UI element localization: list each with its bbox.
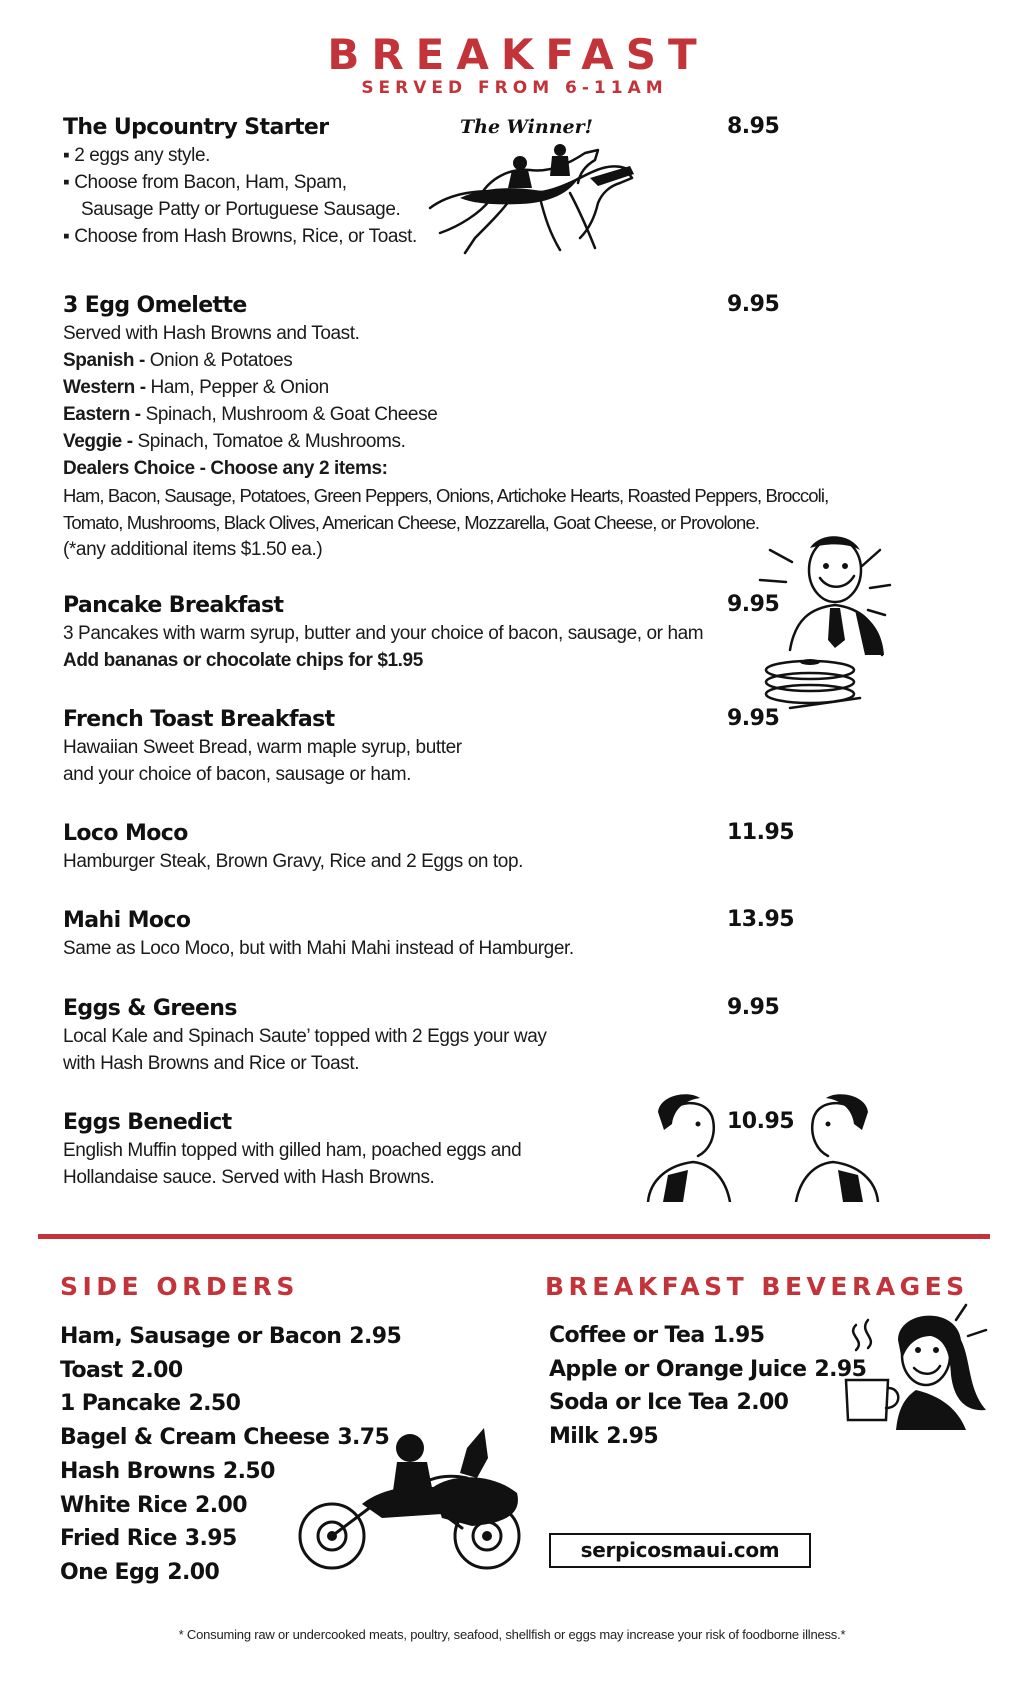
item-price: 2.50 [188, 1391, 241, 1417]
item-price: 9.95 [727, 592, 780, 617]
variant-text: Spinach, Mushroom & Goat Cheese [140, 404, 438, 425]
item-name: Milk [549, 1424, 599, 1450]
menu-item-loco-moco [63, 820, 963, 875]
item-name: Mahi Moco [63, 908, 191, 933]
item-desc-line: 3 Pancakes with warm syrup, butter and your choice of bacon, sausage, or ham [63, 623, 704, 644]
variant-text: Spinach, Tomatoe & Mushrooms. [132, 431, 406, 452]
list-item [549, 1319, 866, 1353]
omelette-dealers-choice: Dealers Choice - Choose any 2 items: [63, 458, 388, 479]
item-price: 2.00 [167, 1559, 220, 1585]
item-price: 13.95 [727, 907, 795, 932]
item-name: 3 Egg Omelette [63, 293, 247, 318]
item-desc-line: (*any additional items $1.50 ea.) [63, 539, 323, 560]
item-desc-line: ▪ 2 eggs any style. [63, 145, 210, 166]
item-name: Loco Moco [63, 821, 188, 846]
list-item [549, 1420, 866, 1454]
horses-caption: The Winner! [460, 116, 593, 138]
item-price: 1.95 [712, 1323, 765, 1348]
item-desc-line: English Muffin topped with gilled ham, poached eggs and [63, 1140, 522, 1161]
item-desc-line: with Hash Browns and Rice or Toast. [63, 1053, 360, 1074]
menu-item-upcountry-starter [63, 114, 963, 250]
item-price: 2.95 [814, 1356, 867, 1382]
list-item [549, 1353, 866, 1387]
website-link[interactable]: serpicosmaui.com [549, 1533, 811, 1568]
menu-item-french-toast [63, 706, 963, 788]
item-name: White Rice [60, 1492, 188, 1518]
variant-label: Western - [63, 377, 146, 398]
item-price: 10.95 [727, 1109, 795, 1134]
item-desc-line: Tomato, Mushrooms, Black Olives, American Cheese, Mozzarella, Goat Cheese, or Provolone. [63, 512, 760, 533]
item-name: Eggs & Greens [63, 996, 237, 1021]
list-item [60, 1354, 401, 1388]
item-price: 2.00 [195, 1492, 247, 1518]
item-name: French Toast Breakfast [63, 707, 335, 732]
list-item [60, 1387, 401, 1421]
variant-label: Veggie - [63, 431, 133, 452]
list-item [60, 1320, 401, 1354]
item-desc-line: and your choice of bacon, sausage or ham. [63, 764, 411, 785]
menu-item-pancake-breakfast [63, 592, 963, 674]
menu-item-eggs-benedict [63, 1109, 963, 1191]
section-divider [38, 1234, 990, 1239]
item-name: 1 Pancake [60, 1391, 181, 1417]
item-price: 2.95 [349, 1324, 402, 1349]
item-price: 2.95 [606, 1424, 659, 1450]
item-name: Fried Rice [60, 1526, 177, 1552]
variant-label: Eastern - [63, 404, 141, 425]
item-price: 8.95 [727, 114, 780, 139]
beverages-list [549, 1319, 866, 1454]
item-name: Coffee or Tea [549, 1323, 705, 1348]
menu-title: BREAKFAST [327, 30, 709, 79]
item-desc-line: Served with Hash Browns and Toast. [63, 323, 360, 344]
item-name: Apple or Orange Juice [549, 1356, 807, 1382]
item-addon-line: Add bananas or chocolate chips for $1.95 [63, 650, 423, 671]
beverages-heading: BREAKFAST BEVERAGES [545, 1272, 969, 1301]
item-name: Eggs Benedict [63, 1110, 232, 1135]
menu-item-omelette [63, 292, 963, 563]
item-name: Toast [60, 1357, 123, 1383]
item-price: 2.00 [736, 1390, 789, 1416]
omelette-western [63, 374, 963, 401]
item-desc-line: Local Kale and Spinach Saute’ topped with 2 Eggs your way [63, 1026, 547, 1047]
item-desc-line: Hamburger Steak, Brown Gravy, Rice and 2 Eggs on top. [63, 851, 524, 872]
item-name: Bagel & Cream Cheese [60, 1425, 330, 1451]
item-name: One Egg [60, 1559, 160, 1585]
motorcycle-sidecar-icon [292, 1418, 532, 1576]
item-name: The Upcountry Starter [63, 115, 329, 140]
omelette-veggie [63, 428, 963, 455]
menu-item-eggs-greens [63, 995, 963, 1077]
item-price: 11.95 [727, 820, 795, 845]
item-price: 2.00 [130, 1357, 183, 1383]
item-price: 9.95 [727, 995, 780, 1020]
food-safety-disclaimer: * Consuming raw or undercooked meats, poultry, seafood, shellfish or eggs may increase your risk of foodborne illness.* [178, 1627, 846, 1642]
item-desc-line: Hollandaise sauce. Served with Hash Browns. [63, 1167, 435, 1188]
item-desc-line: Ham, Bacon, Sausage, Potatoes, Green Peppers, Onions, Artichoke Hearts, Roasted Peppers, Broccoli, [63, 485, 829, 506]
variant-label: Spanish - [63, 350, 145, 371]
variant-text: Ham, Pepper & Onion [145, 377, 329, 398]
item-name: Soda or Ice Tea [549, 1390, 729, 1416]
item-desc-line: Sausage Patty or Portuguese Sausage. [81, 199, 401, 220]
item-name: Pancake Breakfast [63, 593, 284, 618]
item-desc-line: Same as Loco Moco, but with Mahi Mahi instead of Hamburger. [63, 938, 574, 959]
item-name: Ham, Sausage or Bacon [60, 1324, 342, 1349]
variant-text: Onion & Potatoes [144, 350, 293, 371]
item-price: 3.95 [184, 1526, 237, 1552]
menu-item-mahi-moco [63, 907, 963, 962]
item-price: 9.95 [727, 706, 780, 731]
item-desc-line: ▪ Choose from Bacon, Ham, Spam, [63, 172, 347, 193]
item-price: 2.50 [222, 1458, 275, 1484]
item-price: 3.75 [337, 1425, 390, 1451]
menu-subtitle: SERVED FROM 6-11AM [361, 78, 668, 98]
omelette-eastern [63, 401, 963, 428]
item-desc-line: Hawaiian Sweet Bread, warm maple syrup, butter [63, 737, 462, 758]
side-orders-heading: SIDE ORDERS [60, 1272, 299, 1301]
coffee-woman-icon [836, 1300, 996, 1432]
omelette-spanish [63, 347, 963, 374]
item-price: 9.95 [727, 292, 780, 317]
item-desc-line: ▪ Choose from Hash Browns, Rice, or Toast. [63, 226, 417, 247]
item-name: Hash Browns [60, 1458, 215, 1484]
list-item [549, 1386, 866, 1420]
